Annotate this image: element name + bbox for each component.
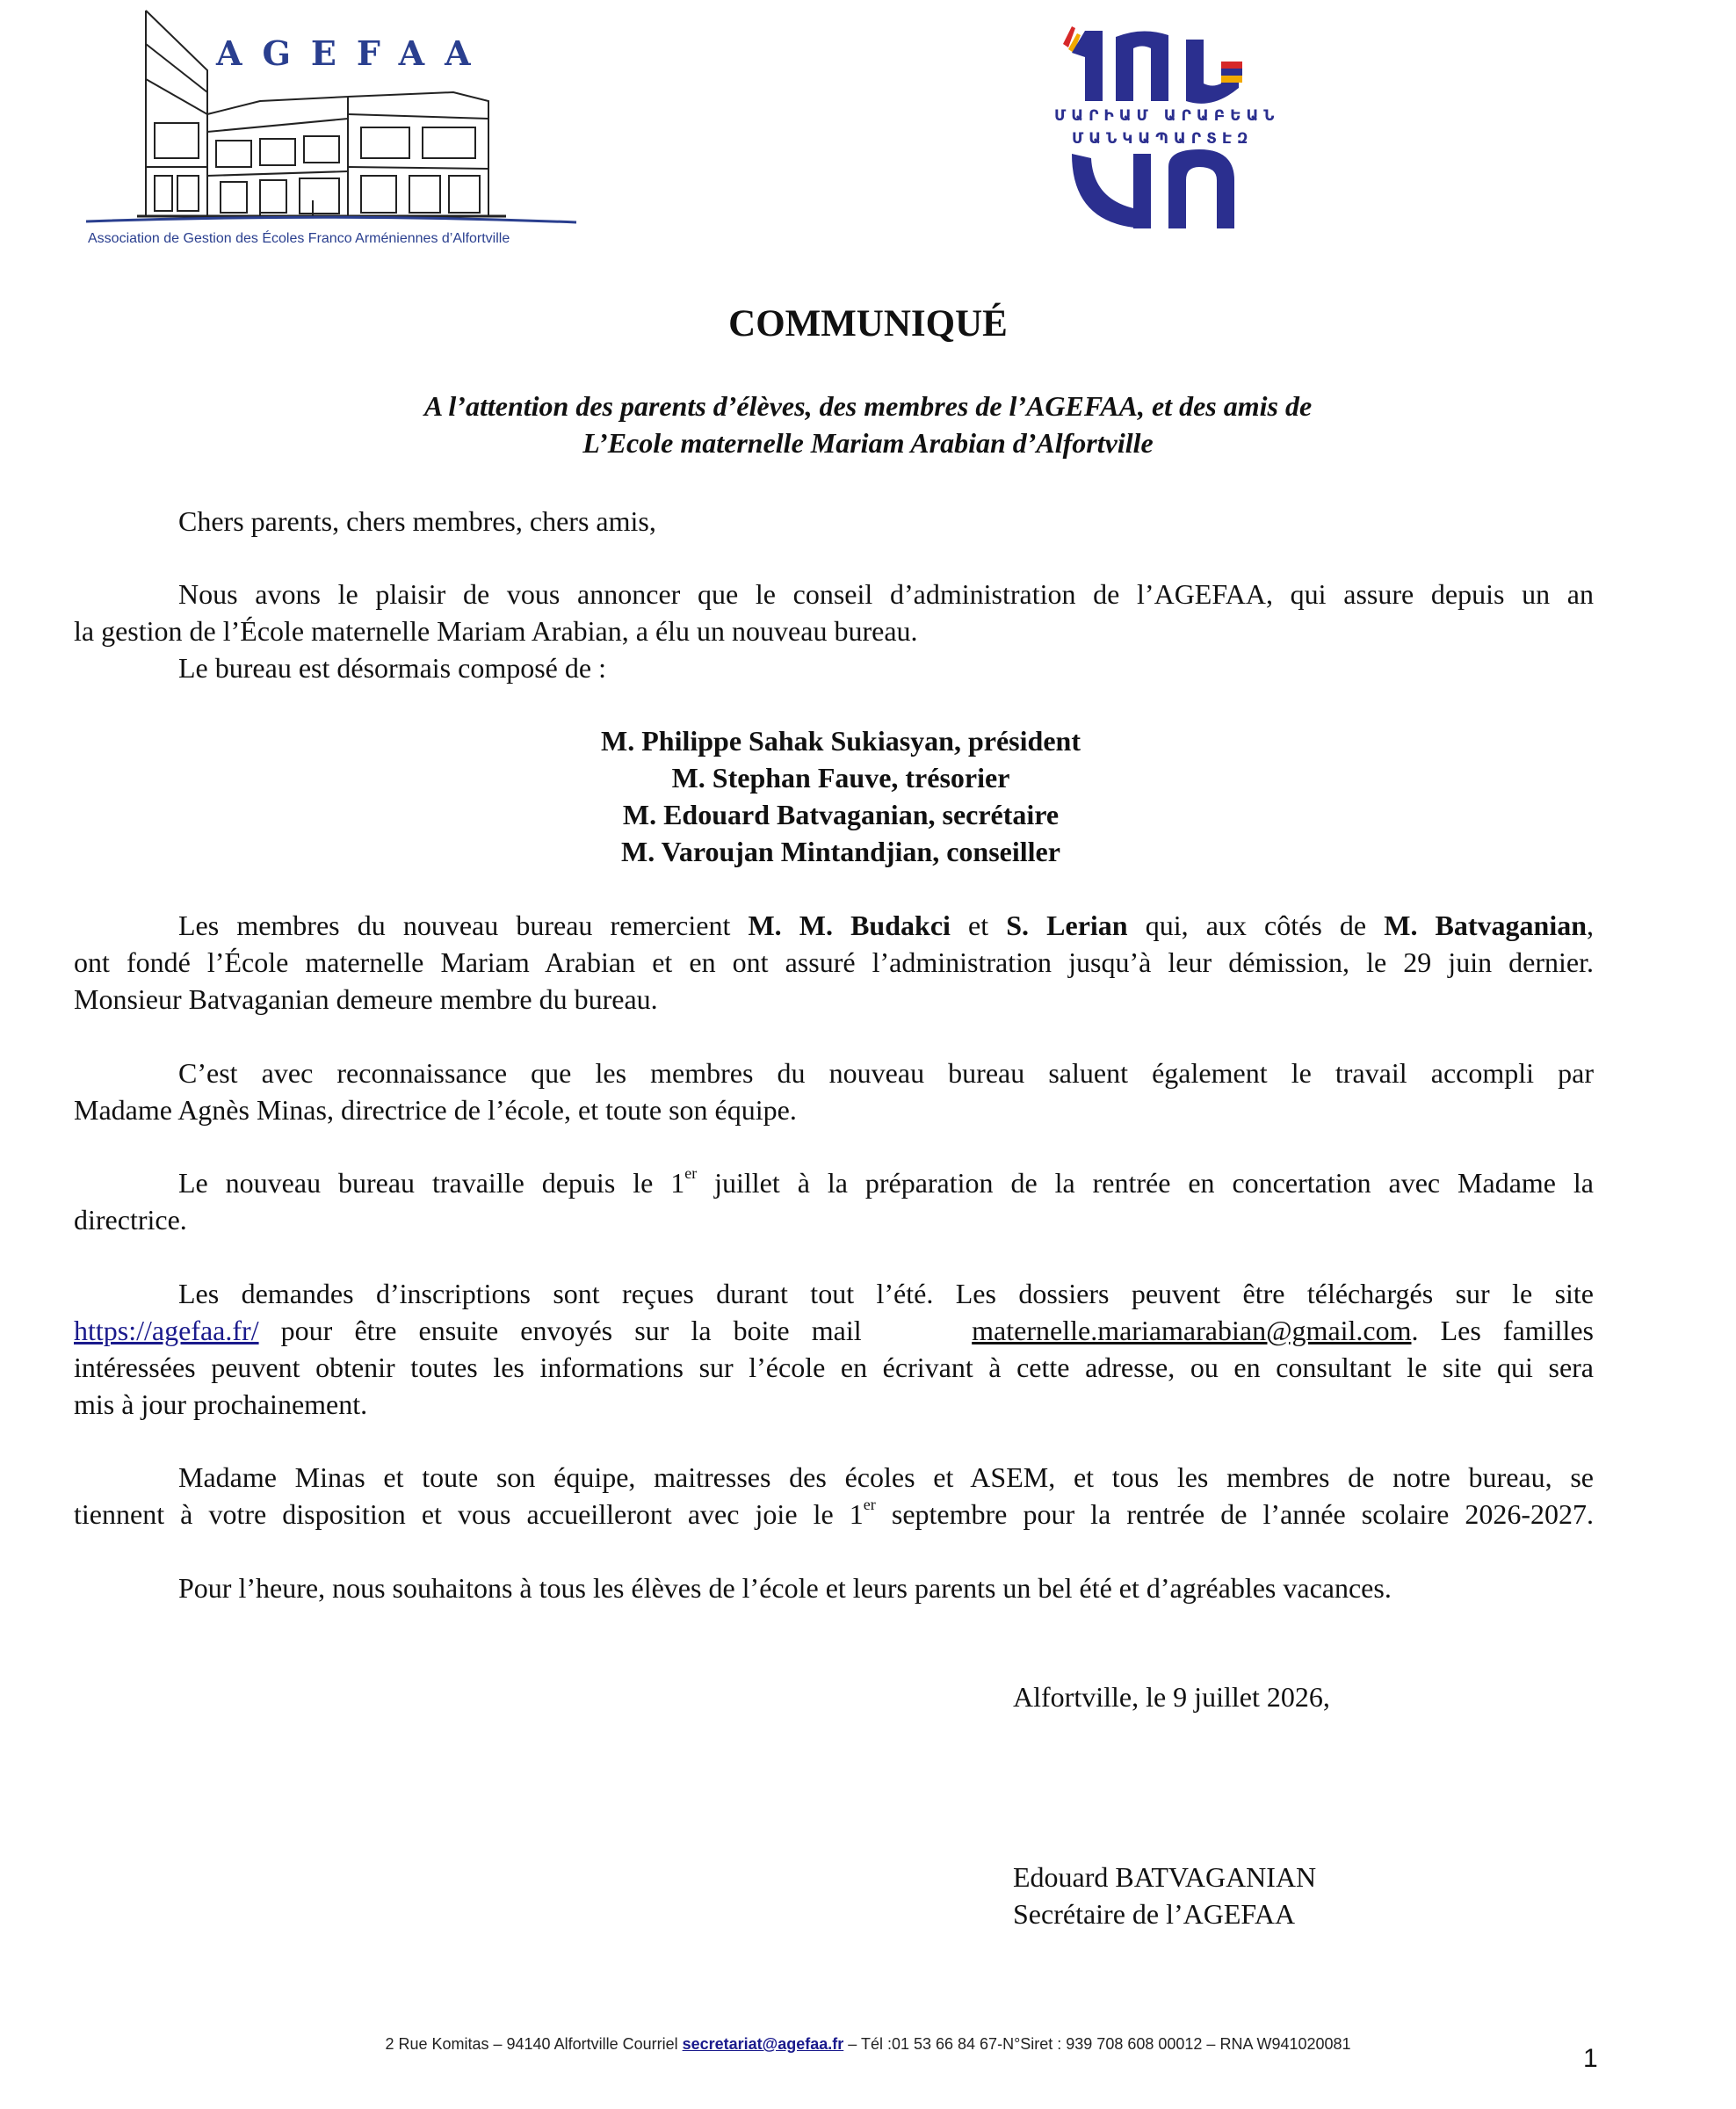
para3-line1: C’est avec reconnaissance que les membres du nouveau bureau saluent également le travail accompli par — [178, 1057, 1594, 1089]
greeting: Chers parents, chers membres, chers amis, — [178, 505, 656, 537]
para5-line2 — [74, 1312, 1594, 1349]
school-logo — [1037, 26, 1318, 242]
para6-line2 — [74, 1496, 1594, 1533]
document-title: COMMUNIQUÉ — [728, 303, 1008, 344]
para1-line2: la gestion de l’École maternelle Mariam Arabian, a élu un nouveau bureau. — [74, 615, 918, 647]
para2-text: et — [950, 910, 1007, 941]
footer-address: 2 Rue Komitas – 94140 Alfortville Courriel — [385, 2035, 683, 2053]
para2-name: M. M. Budakci — [748, 910, 951, 941]
para2-text: Les membres du nouveau bureau remercient — [178, 910, 749, 941]
website-link[interactable]: https://agefaa.fr/ — [74, 1315, 259, 1346]
place-date: Alfortville, le 9 juillet 2026, — [1013, 1681, 1330, 1713]
para1-line3: Le bureau est désormais composé de : — [178, 652, 606, 684]
para2-line1 — [178, 907, 1594, 944]
signature-role: Secrétaire de l’AGEFAA — [1013, 1898, 1296, 1930]
para6-line1: Madame Minas et toute son équipe, maitresses des écoles et ASEM, et tous les membres de notre bureau, se — [178, 1461, 1594, 1493]
para2-text: qui, aux côtés de — [1127, 910, 1385, 941]
page-number: 1 — [1583, 2044, 1598, 2073]
bureau-member: M. Stephan Fauve, trésorier — [671, 762, 1010, 794]
school-email: maternelle.mariamarabian@gmail.com — [972, 1315, 1412, 1346]
ordinal-suffix: er — [684, 1164, 698, 1183]
para5-text: pour être ensuite envoyés sur la boite mail — [258, 1315, 884, 1346]
bureau-member: M. Philippe Sahak Sukiasyan, président — [601, 725, 1081, 757]
footer-details: – Tél :01 53 66 84 67-N°Siret : 939 708 608 00012 – RNA W941020081 — [843, 2035, 1351, 2053]
para3-line2: Madame Agnès Minas, directrice de l’école, et toute son équipe. — [74, 1094, 797, 1126]
para6-text: tiennent à votre disposition et vous accueilleront avec joie le 1 — [74, 1498, 864, 1530]
para2-text: , — [1587, 910, 1595, 941]
school-logo-line1: ՄԱՐԻԱՄ ԱՐԱԲԵԱՆ — [1054, 107, 1280, 125]
signature-name: Edouard BATVAGANIAN — [1013, 1861, 1317, 1893]
agefaa-brand: AGEFAA — [216, 33, 491, 73]
para2-name: M. Batvaganian — [1384, 910, 1588, 941]
bureau-member: M. Varoujan Mintandjian, conseiller — [621, 836, 1060, 867]
school-logo-line2: ՄԱՆԿԱՊԱՐՏԷԶ — [1072, 130, 1254, 148]
para4-line1 — [178, 1164, 1594, 1201]
para4-text: juillet à la préparation de la rentrée en concertation avec Madame la — [697, 1167, 1595, 1199]
footer — [0, 2035, 1736, 2054]
ordinal-suffix: er — [863, 1496, 876, 1514]
para5-line3: intéressées peuvent obtenir toutes les informations sur l’école en écrivant à cette adresse, ou en consultant le site qui sera — [74, 1352, 1594, 1383]
para6-text: septembre pour la rentrée de l’année scolaire 2026-2027. — [875, 1498, 1595, 1530]
para2-line3: Monsieur Batvaganian demeure membre du bureau. — [74, 983, 658, 1015]
para5-text: . Les familles — [1411, 1315, 1595, 1346]
para5-line4: mis à jour prochainement. — [74, 1388, 368, 1420]
para4-line2: directrice. — [74, 1204, 187, 1236]
para2-line2: ont fondé l’École maternelle Mariam Arabian et en ont assuré l’administration jusqu’à leur démission, le 29 juin dernier. — [74, 946, 1594, 978]
para7: Pour l’heure, nous souhaitons à tous les élèves de l’école et leurs parents un bel été et d’agréables vacances. — [178, 1572, 1392, 1604]
para5-line1: Les demandes d’inscriptions sont reçues durant tout l’été. Les dossiers peuvent être téléchargés sur le site — [178, 1278, 1594, 1309]
agefaa-tagline: Association de Gestion des Écoles Franco Arméniennes d’Alfortville — [88, 231, 510, 246]
footer-email[interactable]: secretariat@agefaa.fr — [682, 2035, 844, 2053]
attention-line-2: L’Ecole maternelle Mariam Arabian d’Alfortville — [582, 427, 1154, 459]
attention-line-1: A l’attention des parents d’élèves, des membres de l’AGEFAA, et des amis de — [423, 390, 1313, 422]
para4-text: Le nouveau bureau travaille depuis le 1 — [178, 1167, 685, 1199]
bureau-member: M. Edouard Batvaganian, secrétaire — [622, 799, 1060, 830]
para1-line1: Nous avons le plaisir de vous annoncer que le conseil d’administration de l’AGEFAA, qui assure depuis un an — [178, 578, 1594, 610]
agefaa-logo — [84, 9, 585, 246]
para2-name: S. Lerian — [1006, 910, 1128, 941]
